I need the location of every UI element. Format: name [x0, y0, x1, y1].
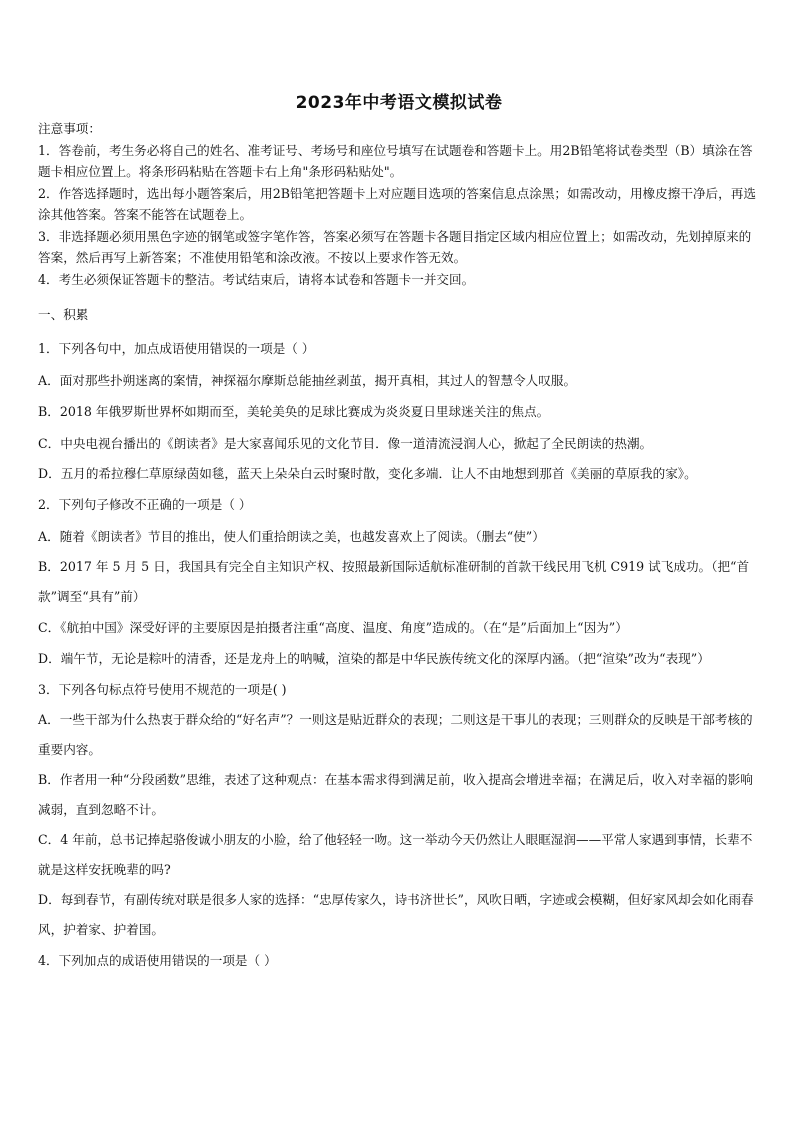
question-option: C．《航拍中国》深受好评的主要原因是拍摄者注重“高度、温度、角度”造成的。（在“是”后面加上“因为”）: [38, 620, 628, 635]
question-stem: 2．下列句子修改不正确的一项是（ ）: [38, 497, 252, 512]
notice-item: 2．作答选择题时，选出每小题答案后，用2B铅笔把答题卡上对应题目选项的答案信息点涂黑；如需改动，用橡皮擦干净后，再选涂其他答案。答案不能答在试题卷上。: [38, 185, 756, 222]
question-option: C．4 年前，总书记捧起骆俊诚小朋友的小脸，给了他轻轻一吻。这一举动今天仍然让人眼眶湿润——平常人家遇到事情，长辈不就是这样安抚晚辈的吗?: [38, 832, 753, 877]
notice-block: [38, 118, 760, 290]
question-stem: 3．下列各句标点符号使用不规范的一项是( ): [38, 681, 287, 697]
question-stem: 1．下列各句中，加点成语使用错误的一项是（ ）: [38, 341, 315, 356]
question-option: D．五月的希拉穆仁草原绿茵如毯，蓝天上朵朵白云时聚时散，变化多端．让人不由地想到那首《美丽的草原我的家》。: [38, 466, 697, 481]
question-option: B．作者用一种“分段函数”思维，表述了这种观点：在基本需求得到满足前，收入提高会增进幸福；在满足后，收入对幸福的影响减弱，直到忽略不计。: [38, 772, 753, 817]
notice-item: 4．考生必须保证答题卡的整洁。考试结束后，请将本试卷和答题卡一并交回。: [38, 271, 475, 287]
question-option: D．每到春节，有副传统对联是很多人家的选择：“忠厚传家久，诗书济世长”，风吹日晒，字迹或会模糊，但好家风却会如化雨春风，护着家、护着国。: [38, 892, 754, 937]
notice-item: 1．答卷前，考生务必将自己的姓名、准考证号、考场号和座位号填写在试题卷和答题卡上。用2B铅笔将试卷类型（B）填涂在答题卡相应位置上。将条形码粘贴在答题卡右上角"条形码粘贴处"。: [38, 142, 753, 179]
question-option: A．面对那些扑朔迷离的案情，神探福尔摩斯总能抽丝剥茧，揭开真相，其过人的智慧令人叹服。: [38, 372, 577, 388]
question-option: A．一些干部为什么热衷于群众给的“好名声”？一则这是贴近群众的表现；二则这是干事儿的表现；三则群众的反映是干部考核的重要内容。: [38, 712, 753, 757]
section-heading: 一、积累: [38, 307, 89, 322]
notice-heading: 注意事项：: [38, 121, 101, 136]
question-option: D．端午节，无论是粽叶的清香，还是龙舟上的呐喊，渲染的都是中华民族传统文化的深厚内涵。（把“渲染”改为“表现”）: [38, 650, 710, 666]
questions-block: [38, 303, 760, 977]
notice-item: 3．非选择题必须用黑色字迹的钢笔或签字笔作答，答案必须写在答题卡各题目指定区域内相应位置上；如需改动，先划掉原来的答案，然后再写上新答案；不准使用铅笔和涂改液。不按以上要求作答无效。: [38, 228, 752, 265]
page-title: 2023年中考语文模拟试卷: [295, 93, 503, 113]
question-option: B．2017 年 5 月 5 日，我国具有完全自主知识产权、按照最新国际适航标准研制的首款干线民用飞机 C919 试飞成功。（把“首款”调至“具有”前）: [38, 559, 750, 604]
question-stem: 4．下列加点的成语使用错误的一项是（ ）: [38, 953, 277, 968]
question-option: B．2018 年俄罗斯世界杯如期而至，美轮美奂的足球比赛成为炎炎夏日里球迷关注的焦点。: [38, 404, 550, 419]
question-option: A．随着《朗读者》节目的推出，使人们重拾朗读之美，也越发喜欢上了阅读。（删去“使”）: [38, 528, 545, 544]
question-option: C．中央电视台播出的《朗读者》是大家喜闻乐见的文化节目．像一道清流浸润人心，掀起了全民朗读的热潮。: [38, 435, 653, 451]
